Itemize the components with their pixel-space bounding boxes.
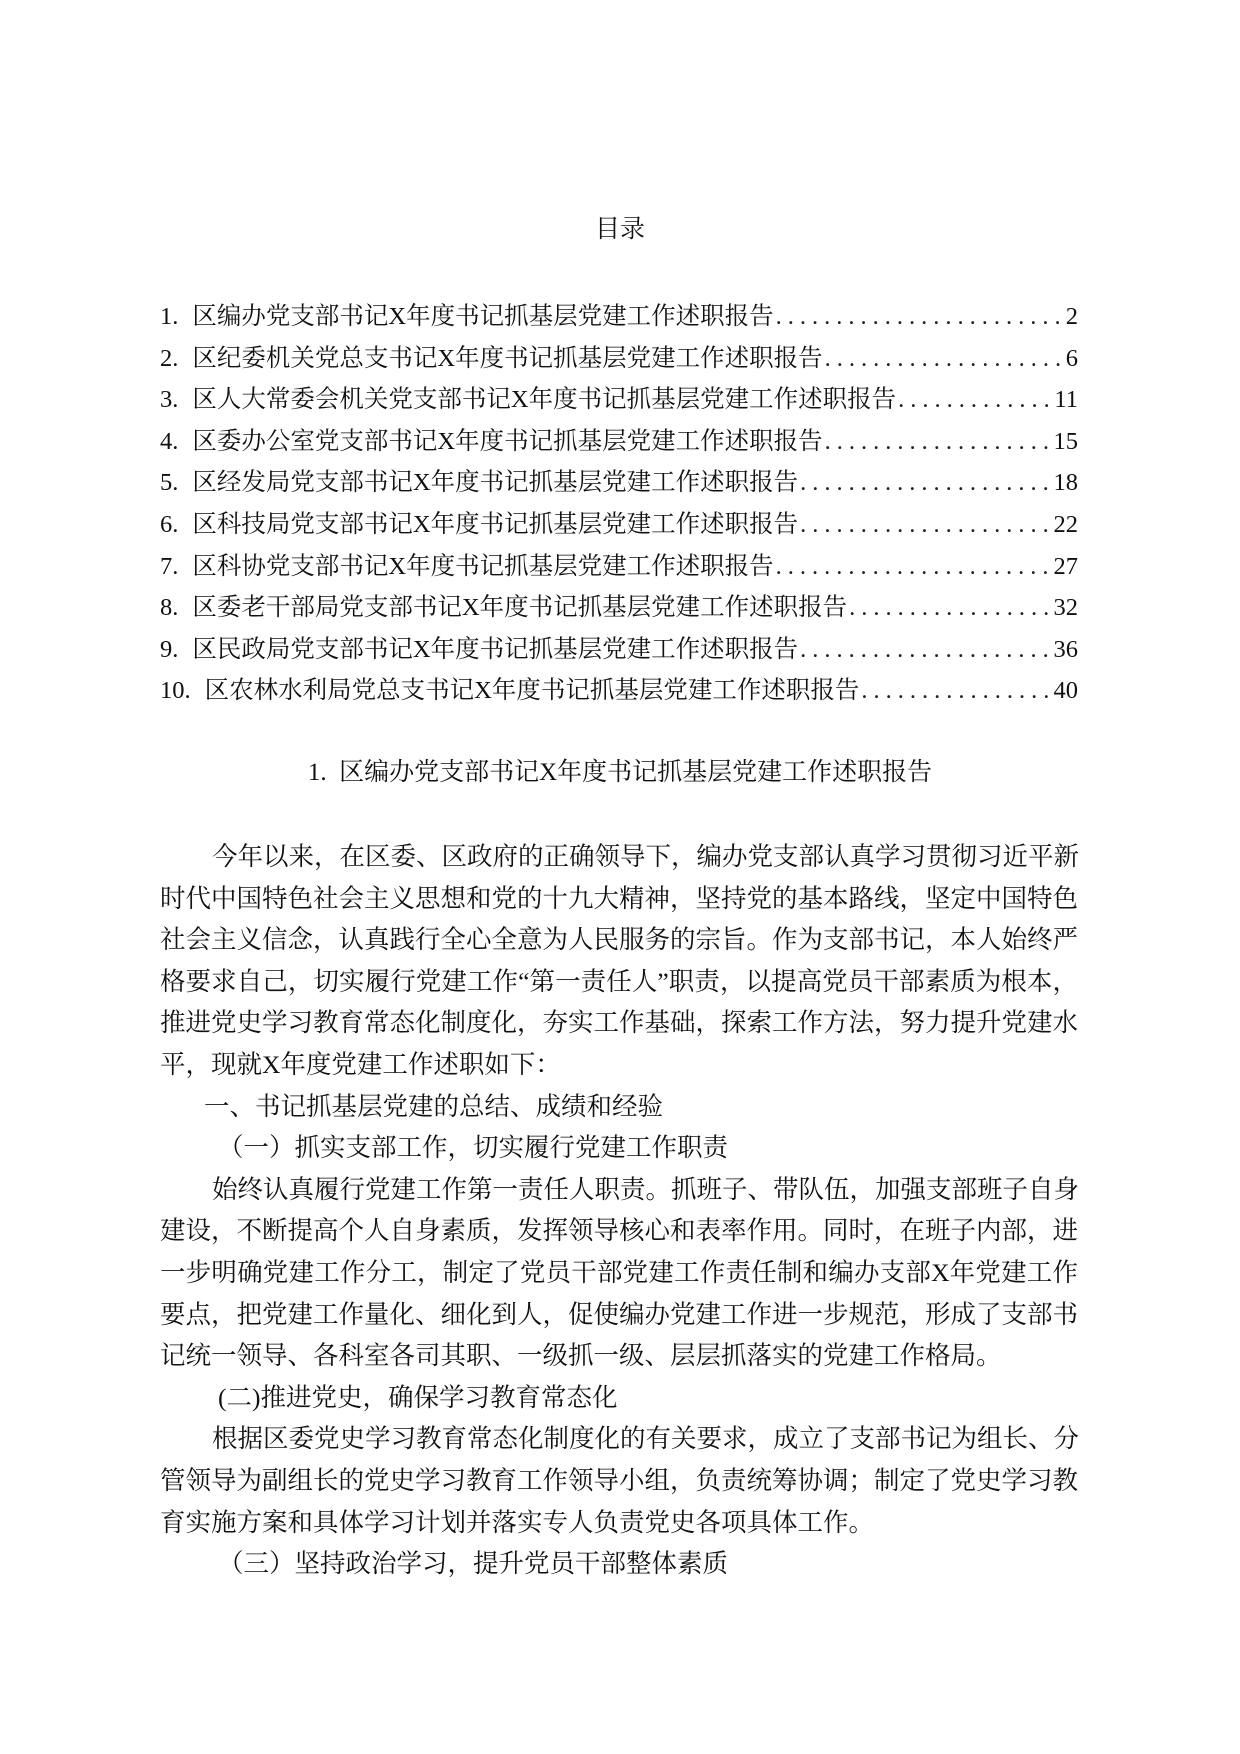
toc-entry-page: 27 xyxy=(1053,552,1078,580)
toc-entry[interactable] xyxy=(160,546,1078,588)
heading2-title xyxy=(160,1377,1078,1419)
heading1-title xyxy=(160,1086,1078,1128)
text-line: 今年以来，在区委、区政府的正确领导下，编办党支部认真学习贯彻习近平新 xyxy=(212,842,1080,871)
toc-entry-title: 区科协党支部书记X年度书记抓基层党建工作述职报告 xyxy=(192,552,774,580)
section-body xyxy=(160,836,1078,1585)
text-line: 社会主义信念，认真践行全心全意为人民服务的宗旨。作为支部书记，本人始终严 xyxy=(160,925,1079,955)
toc-entry-title: 区科技局党支部书记X年度书记抓基层党建工作述职报告 xyxy=(192,510,799,538)
heading2-title xyxy=(160,1127,1078,1169)
toc-dot-leader xyxy=(776,546,1052,588)
paragraph xyxy=(160,1169,1078,1377)
toc-entry-number: 4. xyxy=(160,427,179,455)
toc-dot-leader xyxy=(861,670,1051,712)
toc-entry-number: 9. xyxy=(160,635,179,663)
toc-entry-page: 36 xyxy=(1053,635,1078,663)
toc-dot-leader xyxy=(898,379,1052,421)
text-line: 时代中国特色社会主义思想和党的十九大精神，坚持党的基本路线，坚定中国特色 xyxy=(160,883,1079,913)
toc-entry-page: 6 xyxy=(1065,344,1078,372)
toc-entry-number: 7. xyxy=(160,552,179,580)
text-line: 推进党史学习教育常态化制度化，夯实工作基础，探索工作方法，努力提升党建水 xyxy=(160,1008,1079,1038)
paragraph xyxy=(160,1418,1078,1543)
text-line: (二)推进党史，确保学习教育常态化 xyxy=(218,1382,618,1412)
toc-entry-number: 6. xyxy=(160,510,179,538)
toc-entry[interactable] xyxy=(160,629,1078,671)
toc-entry-number: 5. xyxy=(160,469,179,497)
paragraph xyxy=(160,836,1078,1086)
text-line: 一步明确党建工作分工，制定了党员干部党建工作责任制和编办支部X年党建工作 xyxy=(160,1257,1078,1287)
toc-dot-leader xyxy=(825,421,1052,463)
text-line: 育实施方案和具体学习计划并落实专人负责党史各项具体工作。 xyxy=(160,1507,875,1537)
toc-entry[interactable] xyxy=(160,296,1078,338)
toc-entry[interactable] xyxy=(160,504,1078,546)
toc-entry-title: 区纪委机关党总支书记X年度书记抓基层党建工作述职报告 xyxy=(192,344,823,372)
toc-entry[interactable] xyxy=(160,670,1078,712)
text-line: 根据区委党史学习教育常态化制度化的有关要求，成立了支部书记为组长、分 xyxy=(212,1424,1080,1454)
toc-entry-page: 11 xyxy=(1054,386,1078,414)
toc-entry-title: 区委老干部局党支部书记X年度书记抓基层党建工作述职报告 xyxy=(192,594,848,622)
toc-title: 目录 xyxy=(594,216,645,243)
toc-entry-page: 18 xyxy=(1053,469,1078,497)
toc-dot-leader xyxy=(849,587,1051,629)
toc-dot-leader xyxy=(776,296,1064,338)
toc-entry-title: 区农林水利局党总支书记X年度书记抓基层党建工作述职报告 xyxy=(204,677,860,705)
text-line: 始终认真履行党建工作第一责任人职责。抓班子、带队伍，加强支部班子自身 xyxy=(212,1174,1080,1204)
toc-entry[interactable] xyxy=(160,338,1078,380)
text-line: 记统一领导、各科室各司其职、一级抓一级、层层抓落实的党建工作格局。 xyxy=(160,1341,1002,1371)
toc-entry-title: 区人大常委会机关党支部书记X年度书记抓基层党建工作述职报告 xyxy=(192,386,897,414)
text-line: （一）抓实支部工作，切实履行党建工作职责 xyxy=(218,1133,729,1163)
toc-dot-leader xyxy=(800,462,1051,504)
toc-entry-page: 15 xyxy=(1053,427,1078,455)
text-line: 一、书记抓基层党建的总结、成绩和经验 xyxy=(204,1091,664,1121)
toc-entry-number: 2. xyxy=(160,344,179,372)
toc-dot-leader xyxy=(825,338,1064,380)
heading2-title xyxy=(160,1543,1078,1585)
toc-entry[interactable] xyxy=(160,587,1078,629)
toc-entry-number: 3. xyxy=(160,386,179,414)
toc-entry-title: 区编办党支部书记X年度书记抓基层党建工作述职报告 xyxy=(192,303,774,330)
toc-entry-number: 10. xyxy=(160,677,191,705)
text-line: 建设，不断提高个人自身素质，发挥领导核心和表率作用。同时，在班子内部，进 xyxy=(160,1216,1079,1246)
toc-entry-page: 32 xyxy=(1053,594,1078,622)
toc-entry-number: 1. xyxy=(160,303,179,330)
table-of-contents xyxy=(160,296,1078,712)
toc-dot-leader xyxy=(800,504,1051,546)
toc-entry[interactable] xyxy=(160,462,1078,504)
text-line: 格要求自己，切实履行党建工作“第一责任人”职责，以提高党员干部素质为根本， xyxy=(160,966,1078,996)
toc-entry-page: 40 xyxy=(1053,677,1078,705)
toc-dot-leader xyxy=(800,629,1051,671)
toc-entry-title: 区经发局党支部书记X年度书记抓基层党建工作述职报告 xyxy=(192,469,799,497)
toc-entry[interactable] xyxy=(160,421,1078,463)
text-line: （三）坚持政治学习，提升党员干部整体素质 xyxy=(218,1549,729,1579)
toc-entry-page: 22 xyxy=(1053,510,1078,538)
text-line: 平，现就X年度党建工作述职如下： xyxy=(160,1049,561,1079)
toc-entry-title: 区民政局党支部书记X年度书记抓基层党建工作述职报告 xyxy=(192,635,799,663)
toc-entry-title: 区委办公室党支部书记X年度书记抓基层党建工作述职报告 xyxy=(192,427,823,455)
toc-entry-number: 8. xyxy=(160,594,179,622)
text-line: 管领导为副组长的党史学习教育工作领导小组，负责统筹协调；制定了党史学习教 xyxy=(160,1465,1079,1495)
text-line: 要点，把党建工作量化、细化到人，促使编办党建工作进一步规范，形成了支部书 xyxy=(160,1299,1079,1329)
toc-entry-page: 2 xyxy=(1065,303,1078,330)
section-heading: 1. 区编办党支部书记X年度书记抓基层党建工作述职报告 xyxy=(307,759,933,786)
toc-entry[interactable] xyxy=(160,379,1078,421)
